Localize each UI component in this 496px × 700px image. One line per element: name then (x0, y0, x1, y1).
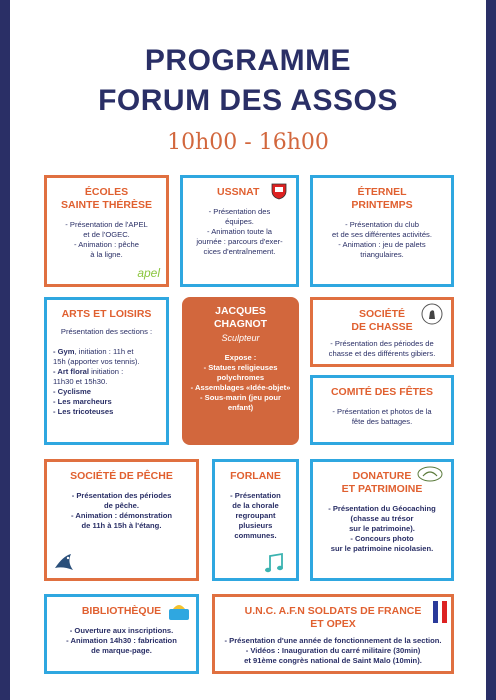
box-eternel (310, 175, 454, 287)
box-forlane (212, 459, 299, 581)
ussnat-title: USSNAT (217, 186, 260, 198)
box-peche (44, 459, 199, 581)
chasse-text: - Présentation des périodes de chasse et des différents gibiers. (328, 339, 436, 358)
box-jacques (182, 297, 299, 445)
forlane-text: - Présentation de la chorale regroupant plusieurs communes. (230, 491, 281, 540)
peche-title: SOCIÉTÉ DE PÊCHE (70, 470, 173, 482)
fish-icon (51, 548, 77, 574)
box-fetes (310, 375, 454, 445)
event-time: 10h00 - 16h00 (167, 130, 329, 155)
chasse-title: SOCIÉTÉ DE CHASSE (351, 308, 413, 333)
peche-text: - Présentation des périodes de pêche. - Animation : démonstration de 11h à 15h à l'étang. (71, 491, 172, 530)
music-notes-icon (264, 552, 290, 574)
box-ussnat (180, 175, 299, 287)
box-biblio (44, 594, 199, 674)
chasse-logo-icon (421, 303, 443, 325)
jacques-text: Expose : - Statues religieuses polychromes - Assemblages «Idée-objet» - Sous-marin (jeu pour enfant) (190, 353, 291, 412)
jacques-subtitle: Sculpteur (221, 333, 260, 343)
unc-text: - Présentation d'une année de fonctionnement de la section. - Vidéos : Inauguration du carré militaire (30min) et 91ème congrès national de Saint Malo (10min). (224, 636, 442, 665)
apel-logo: apel (137, 266, 160, 280)
ussnat-shield-icon (270, 182, 288, 200)
donature-text: - Présentation du Géocaching (chasse au trésor sur le patrimoine). - Concours photo sur le patrimoine nicolasien. (328, 504, 436, 553)
library-logo-icon (168, 601, 190, 621)
box-donature (310, 459, 454, 581)
unc-flag-icon (433, 601, 447, 623)
biblio-title: BIBLIOTHÈQUE (81, 605, 162, 617)
biblio-text: - Ouverture aux inscriptions. - Animation 14h30 : fabrication de marque-page. (66, 626, 177, 655)
fetes-text: - Présentation et photos de la fête des battages. (332, 407, 432, 426)
eternel-text: - Présentation du club et de ses différentes activités. - Animation : jeu de palets triangulaires. (332, 220, 432, 259)
donature-title: DONATURE ET PATRIMOINE (341, 470, 423, 495)
ussnat-text: - Présentation des équipes. - Animation toute la journée : parcours d'exer- cices d'entraînement. (196, 207, 283, 256)
arts-intro: Présentation des sections : (60, 327, 153, 336)
arts-list: - Gym, initiation : 11h et 15h (apporter vos tennis). - Art floral initiation : 11h30 et 15h30. - Cyclisme - Les marcheurs - Les tricoteuses (53, 347, 140, 416)
unc-title: U.N.C. A.F.N SOLDATS DE FRANCE ET OPEX (244, 605, 422, 630)
arts-title: ARTS ET LOISIRS (61, 308, 152, 320)
box-arts (44, 297, 169, 445)
fetes-title: COMITÉ DES FÊTES (330, 386, 434, 398)
donature-logo-icon (417, 466, 443, 482)
box-ecoles (44, 175, 169, 287)
ecoles-text: - Présentation de l'APEL et de l'OGEC. - Animation : pêche à la ligne. (65, 220, 148, 259)
box-chasse (310, 297, 454, 367)
ecoles-title: ÉCOLES SAINTE THÉRÈSE (60, 186, 152, 211)
forlane-title: FORLANE (230, 470, 281, 482)
jacques-title: JACQUES CHAGNOT (213, 305, 268, 330)
eternel-title: ÉTERNEL PRINTEMPS (351, 186, 413, 211)
title-line1: PROGRAMME (144, 44, 352, 77)
title-line2: FORUM DES ASSOS (98, 84, 398, 117)
box-unc (212, 594, 454, 674)
